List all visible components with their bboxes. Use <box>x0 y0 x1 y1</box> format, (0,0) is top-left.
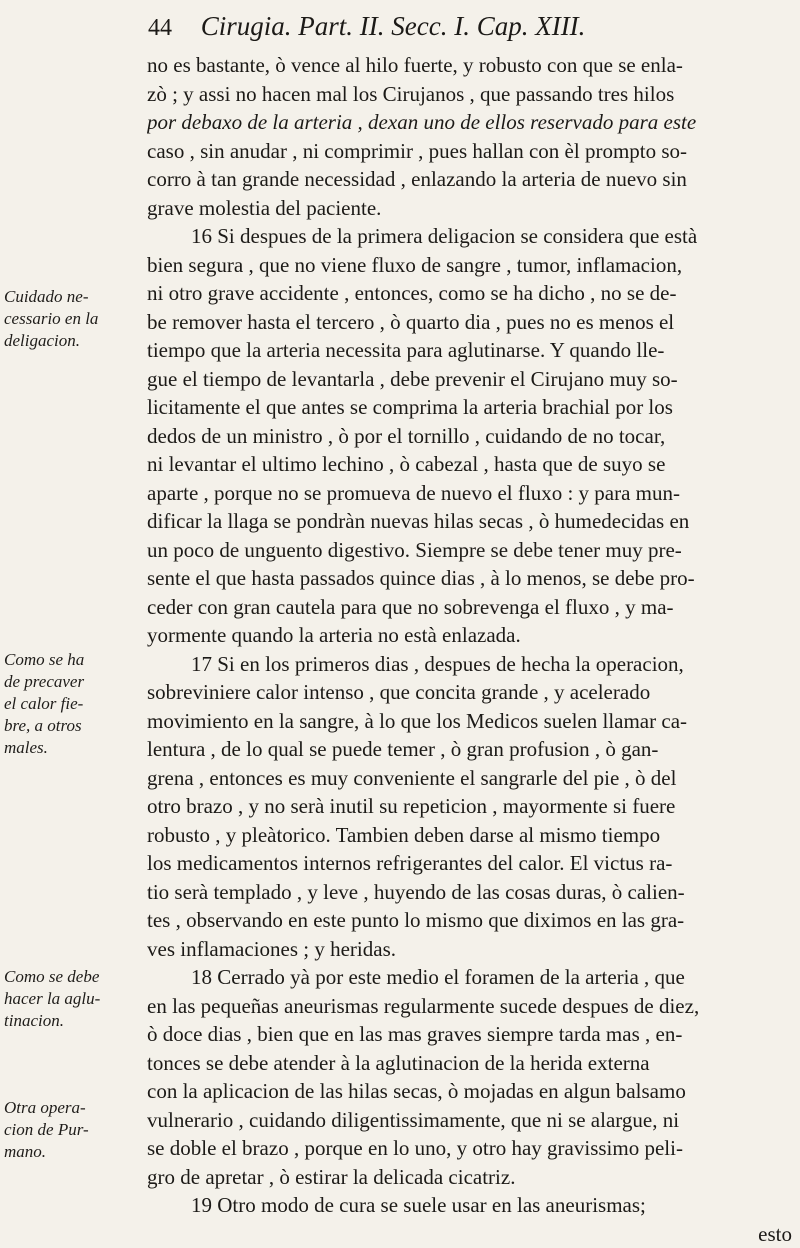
margin-note-line: mano. <box>4 1141 144 1163</box>
text-line: zò ; y assi no hacen mal los Cirujanos , que passando tres hilos <box>147 80 792 109</box>
margin-note-line: cessario en la <box>4 308 144 330</box>
text-line: ni levantar el ultimo lechino , ò cabezal , hasta que de suyo se <box>147 450 792 479</box>
text-line: tonces se debe atender à la aglutinacion de la herida externa <box>147 1049 792 1078</box>
margin-note-line: cion de Pur- <box>4 1119 144 1141</box>
text-line: tiempo que la arteria necessita para aglutinarse. Y quando lle- <box>147 336 792 365</box>
margin-note-line: el calor fie- <box>4 693 144 715</box>
text-line: lentura , de lo qual se puede temer , ò gran profusion , ò gan- <box>147 735 792 764</box>
text-line: no es bastante, ò vence al hilo fuerte, y robusto con que se enla- <box>147 51 792 80</box>
margin-note-line: Cuidado ne- <box>4 286 144 308</box>
paragraph-start-16: 16 Si despues de la primera deligacion se considera que està <box>147 222 792 251</box>
text-line: tes , observando en este punto lo mismo que diximos en las gra- <box>147 906 792 935</box>
page-number: 44 <box>148 15 172 41</box>
text-line: ves inflamaciones ; y heridas. <box>147 935 792 964</box>
text-line: gro de apretar , ò estirar la delicada cicatriz. <box>147 1163 792 1192</box>
margin-note-aglutinacion <box>4 966 144 1032</box>
text-line: los medicamentos internos refrigerantes del calor. El victus ra- <box>147 849 792 878</box>
text-line: tio serà templado , y leve , huyendo de las cosas duras, ò calien- <box>147 878 792 907</box>
text-line: yormente quando la arteria no està enlazada. <box>147 621 792 650</box>
text-line: un poco de unguento digestivo. Siempre se debe tener muy pre- <box>147 536 792 565</box>
text-line: ò doce dias , bien que en las mas graves siempre tarda mas , en- <box>147 1020 792 1049</box>
text-line: dedos de un ministro , ò por el tornillo , cuidando de no tocar, <box>147 422 792 451</box>
text-line: por debaxo de la arteria , dexan uno de ellos reservado para este <box>147 108 792 137</box>
margin-note-line: Otra opera- <box>4 1097 144 1119</box>
margin-note-line: deligacion. <box>4 330 144 352</box>
text-line: ni otro grave accidente , entonces, como se ha dicho , no se de- <box>147 279 792 308</box>
margin-note-purmano <box>4 1097 144 1163</box>
running-title: Cirugia. Part. II. Secc. I. Cap. XIII. <box>201 11 586 41</box>
text-line: be remover hasta el tercero , ò quarto dia , pues no es menos el <box>147 308 792 337</box>
text-line: en las pequeñas aneurismas regularmente sucede despues de diez, <box>147 992 792 1021</box>
margin-note-line: de precaver <box>4 671 144 693</box>
text-line: con la aplicacion de las hilas secas, ò mojadas en algun balsamo <box>147 1077 792 1106</box>
margin-note-cuidado <box>4 286 144 352</box>
text-line: ceder con gran cautela para que no sobrevenga el fluxo , y ma- <box>147 593 792 622</box>
main-text <box>147 51 792 1248</box>
text-line: sobreviniere calor intenso , que concita grande , y acelerado <box>147 678 792 707</box>
text-line: aparte , porque no se promueva de nuevo el fluxo : y para mun- <box>147 479 792 508</box>
text-line: gue el tiempo de levantarla , debe prevenir el Cirujano muy so- <box>147 365 792 394</box>
margin-note-line: males. <box>4 737 144 759</box>
text-line: corro à tan grande necessidad , enlazando la arteria de nuevo sin <box>147 165 792 194</box>
paragraph-start-19: 19 Otro modo de cura se suele usar en las aneurismas; <box>147 1191 792 1220</box>
text-line: otro brazo , y no serà inutil su repeticion , mayormente si fuere <box>147 792 792 821</box>
text-line: robusto , y pleàtorico. Tambien deben darse al mismo tiempo <box>147 821 792 850</box>
margin-note-line: bre, a otros <box>4 715 144 737</box>
text-line: caso , sin anudar , ni comprimir , pues hallan con èl prompto so- <box>147 137 792 166</box>
running-header <box>148 6 708 46</box>
text-line: movimiento en la sangre, à lo que los Medicos suelen llamar ca- <box>147 707 792 736</box>
paragraph-start-17: 17 Si en los primeros dias , despues de hecha la operacion, <box>147 650 792 679</box>
text-line: dificar la llaga se pondràn nuevas hilas secas , ò humedecidas en <box>147 507 792 536</box>
paragraph-start-18: 18 Cerrado yà por este medio el foramen de la arteria , que <box>147 963 792 992</box>
text-line: sente el que hasta passados quince dias , à lo menos, se debe pro- <box>147 564 792 593</box>
text-line: licitamente el que antes se comprima la arteria brachial por los <box>147 393 792 422</box>
margin-note-line: hacer la aglu- <box>4 988 144 1010</box>
text-line: bien segura , que no viene fluxo de sangre , tumor, inflamacion, <box>147 251 792 280</box>
margin-note-line: Como se debe <box>4 966 144 988</box>
text-line: grena , entonces es muy conveniente el sangrarle del pie , ò del <box>147 764 792 793</box>
catchword: esto <box>147 1220 792 1248</box>
text-line: grave molestia del paciente. <box>147 194 792 223</box>
text-line: se doble el brazo , porque en lo uno, y otro hay gravissimo peli- <box>147 1134 792 1163</box>
margin-note-line: tinacion. <box>4 1010 144 1032</box>
margin-note-line: Como se ha <box>4 649 144 671</box>
margin-note-calor <box>4 649 144 759</box>
text-line: vulnerario , cuidando diligentissimamente, que ni se alargue, ni <box>147 1106 792 1135</box>
